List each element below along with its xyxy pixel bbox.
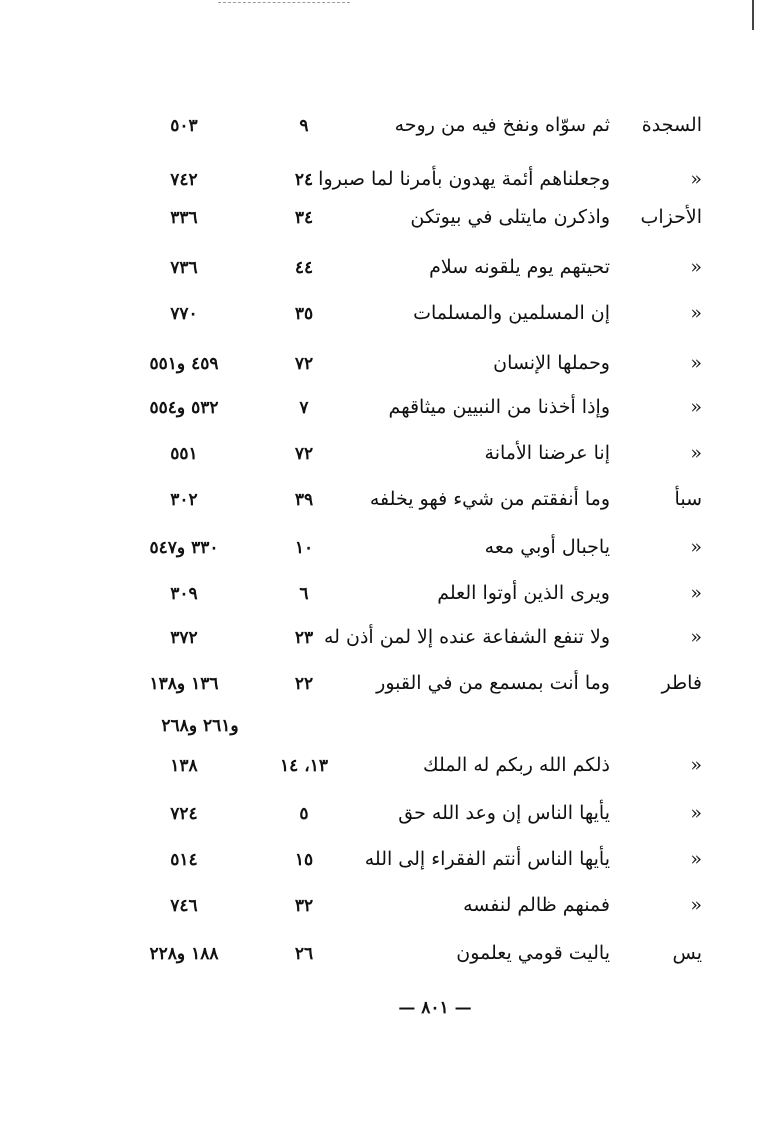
verse-text: إنا عرضنا الأمانة — [484, 442, 610, 464]
sura-name: « — [690, 442, 702, 464]
index-row — [0, 302, 770, 332]
page-reference: ٧٤٢ — [170, 170, 198, 190]
page-reference: ٤٥٩ و٥٥١ — [149, 354, 219, 374]
sura-name: الأحزاب — [640, 206, 702, 228]
index-row — [0, 582, 770, 612]
ayah-number: ٦ — [299, 584, 309, 604]
verse-text: وإذا أخذنا من النبيين ميثاقهم — [388, 396, 610, 418]
verse-text: وما أنت بمسمع من في القبور — [376, 672, 610, 694]
sura-name: « — [690, 352, 702, 374]
verse-text: ثم سوّاه ونفخ فيه من روحه — [394, 114, 610, 136]
index-row — [0, 168, 770, 198]
sura-name: « — [690, 302, 702, 324]
sura-name: يس — [672, 942, 702, 964]
sura-name: « — [690, 536, 702, 558]
ayah-number: ٧٢ — [294, 444, 314, 464]
index-row — [0, 626, 770, 656]
page-reference: ٥٣٢ و٥٥٤ — [149, 398, 219, 418]
ayah-number: ٣٤ — [294, 208, 314, 228]
index-row — [0, 352, 770, 382]
ayah-number: ٧٢ — [294, 354, 314, 374]
sura-name: سبأ — [674, 488, 702, 510]
index-row — [0, 754, 770, 784]
index-row — [0, 894, 770, 924]
index-row — [0, 942, 770, 972]
index-row — [0, 802, 770, 832]
ayah-number: ٣٥ — [294, 304, 314, 324]
verse-text: وما أنفقتم من شيء فهو يخلفه — [369, 488, 610, 510]
verse-text: وجعلناهم أئمة يهدون بأمرنا لما صبروا — [318, 168, 610, 190]
ayah-number: ٥ — [299, 804, 309, 824]
index-row — [0, 672, 770, 702]
verse-text: ولا تنفع الشفاعة عنده إلا لمن أذن له — [324, 626, 610, 648]
index-row — [0, 848, 770, 878]
ayah-number: ٣٢ — [294, 896, 314, 916]
ayah-number: ٢٦ — [294, 944, 314, 964]
page-reference: ١٨٨ و٢٢٨ — [149, 944, 219, 964]
ayah-number: ٤٤ — [294, 258, 314, 278]
sura-name: « — [690, 894, 702, 916]
verse-text: ويرى الذين أوتوا العلم — [437, 582, 610, 604]
page-reference-continuation: و٢٦١ و٢٦٨ — [161, 716, 239, 736]
sura-name: « — [690, 582, 702, 604]
sura-name: « — [690, 754, 702, 776]
index-row — [0, 256, 770, 286]
page-reference: ٥٥١ — [170, 444, 198, 464]
page-reference: ٧٢٤ — [170, 804, 198, 824]
page-reference: ٥١٤ — [170, 850, 198, 870]
page-reference: ٣٠٢ — [170, 490, 198, 510]
verse-text: تحيتهم يوم يلقونه سلام — [429, 256, 610, 278]
index-row — [0, 396, 770, 426]
ayah-number: ١٣، ١٤ — [280, 756, 328, 776]
verse-text: ذلكم الله ربكم له الملك — [422, 754, 610, 776]
verse-text: يأيها الناس أنتم الفقراء إلى الله — [364, 848, 610, 870]
page-reference: ١٣٦ و١٣٨ — [149, 674, 219, 694]
index-row — [0, 206, 770, 236]
page-number: — ٨٠١ — — [398, 998, 472, 1018]
index-row — [0, 536, 770, 566]
page-reference: ٧٣٦ — [170, 258, 198, 278]
page-reference: ١٣٨ — [170, 756, 198, 776]
ayah-number: ٢٣ — [294, 628, 314, 648]
page-reference: ٣٧٢ — [170, 628, 198, 648]
index-row — [0, 442, 770, 472]
page-reference: ٥٠٣ — [170, 116, 198, 136]
verse-text: ياجبال أوبي معه — [484, 536, 610, 558]
ayah-number: ٩ — [299, 116, 309, 136]
ayah-number: ١٥ — [294, 850, 314, 870]
index-row — [0, 114, 770, 144]
sura-name: « — [690, 168, 702, 190]
verse-text: فمنهم ظالم لنفسه — [463, 894, 610, 916]
page-reference: ٣٠٩ — [170, 584, 198, 604]
sura-name: « — [690, 848, 702, 870]
page-reference: ٧٧٠ — [170, 304, 198, 324]
page-reference: ٧٤٦ — [170, 896, 198, 916]
sura-name: السجدة — [641, 114, 702, 136]
ayah-number: ٢٤ — [294, 170, 314, 190]
sura-name: « — [690, 396, 702, 418]
sura-name: فاطر — [661, 672, 702, 694]
sura-name: « — [690, 802, 702, 824]
verse-text: وحملها الإنسان — [493, 352, 610, 374]
ayah-number: ٧ — [299, 398, 309, 418]
ayah-number: ١٠ — [294, 538, 314, 558]
verse-text: يأيها الناس إن وعد الله حق — [398, 802, 610, 824]
page-reference: ٣٣٦ — [170, 208, 198, 228]
verse-text: ياليت قومي يعلمون — [456, 942, 610, 964]
index-row — [0, 488, 770, 518]
verse-text: إن المسلمين والمسلمات — [413, 302, 610, 324]
ayah-number: ٣٩ — [294, 490, 314, 510]
sura-name: « — [690, 256, 702, 278]
verse-text: واذكرن مايتلى في بيوتكن — [410, 206, 610, 228]
ayah-number: ٢٢ — [294, 674, 314, 694]
page-reference: ٣٣٠ و٥٤٧ — [149, 538, 219, 558]
sura-name: « — [690, 626, 702, 648]
